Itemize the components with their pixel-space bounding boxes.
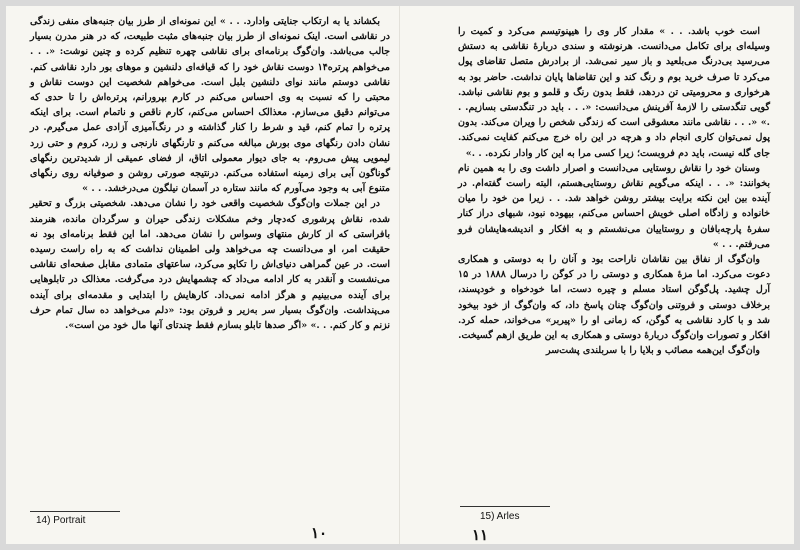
left-page [6,6,400,544]
paragraph: در این جملات وان‌گوگ شخصیت واقعی خود را نشان می‌دهد. شخصیتی بزرگ و تحقیر شده، نقاش پرشوری که‌دچار وخم مشکلات زندگی حیران و سرگردان مانده، هنرمند بافراستی که از کارش منتهای وسواس را نشان می‌دهد. اما این فقط برنامه‌ای بود نه حقیقت امر، او می‌دانست چه می‌خواهد ولی اطمینان نداشت که به راه راست رسیده است. در عین گمراهی دنیای‌اش را تکاپو می‌کرد، ساعتهای متمادی مقابل صفحه‌ای نقاشی می‌نشست و آنقدر به کار ادامه می‌داد که چشمهایش درد می‌گرفت. معذالک در تابلوهایی برای آینده می‌بینیم و هرگز ادامه نمی‌داد. کارهایش را ابتدایی و مقدمه‌ای برای آینده می‌پنداشت. وان‌گوگ بسیار سر به‌زیر و فروتن بود: «دلم می‌خواهد ده سال تمام حرف نزنم و کار کنم. . .» «اگر صدها تابلو بسازم فقط چندتای آنها مال خود من است». [30,198,390,332]
page-number: ۱۱ [472,526,489,544]
right-page [400,6,794,544]
page-number: ۱۰ [311,524,328,542]
paragraph: وان‌گوگ از نفاق بین نقاشان ناراحت بود و آنان را به دوستی و همکاری دعوت می‌کرد. اما مزۀ همکاری و دوستی را در کوگن را درسال ۱۸۸۸ در ۱۵ آرل چشید. پل‌گوگن استاد مسلم و چیره دست، اما خودخواه و خودپسند، برخلاف دوستی و فروتنی وان‌گوگ چنان پاسخ داد، که وان‌گوگ از خود بیخود شد و با کارد نقاشی به گوگن، که زمانی او را «پیربر» می‌خواند، حمله کرد. افکار و تصورات وان‌گوگ دربارۀ دوستی و همکاری به این طریق ازهم گسیخت. [458,254,770,342]
book-spread [6,6,794,544]
paragraph: بکشاند یا به ارتکاب جنایتی وادارد. . . » این نمونه‌ای از طرز بیان جنبه‌های منفی زندگی در نقاشی است. اینک نمونه‌ای از طرز بیان جنبه‌های مثبت طبیعت، که در هنر مدرن بسیار جالب می‌باشد. وان‌گوگ برنامه‌ای برای نقاشی چهره تنظیم کرده و چنین نوشت: «. . . می‌خواهم پرتره۱۴ دوست نقاش خود را که قیافه‌ای دلنشین و موهای بور دارد نقاشی کنم. نقاشی دوستم مانند نوای دلنشین بلبل است. می‌خواهم شخصیت این دوست نقاش و محبتی را که نسبت به وی احساس می‌کنم در کارم بپرورانم، پرتره‌اش را تا حدی که می‌توانم دقیق می‌سازم. معذالک احساس می‌کنم، کارم ناقص و ناتمام است. برای اینکه پرتره را تمام کنم، قید و شرط را کنار گذاشته و در رنگ‌آمیزی آزادی عمل می‌گیرم. در نشان دادن رنگهای موی بورش مبالغه می‌کنم و تارنگهای نارنجی و زرد، کروم و حتی زرد لیمویی پیش می‌روم. به جای دیوار معمولی اتاق، از فضای عمیقی از شدیدترین رنگهای گوناگون آبی برای زمینه استفاده می‌کنم. درنتیجه صورتی روشن و صوفیانه روی رنگهای متنوع آبی به وجود می‌آورم که مانند ستاره در آسمان نیلگون می‌درخشد. . . » [30,16,390,195]
footnote: 14) Portrait [36,515,86,526]
footnote-rule [460,506,550,507]
paragraph: است خوب باشد. . . » مقدار کار وی را هیپنوتیسم می‌کرد و کمیت را وسیله‌ای برای تکامل می‌دانست. هرنوشته و سندی دربارۀ نقاشی به دستش می‌رسید بی‌درنگ می‌بلعید و باز سیر نمی‌شد. از برادرش متصل تقاضای پول می‌کرد تا صرف خرید بوم و رنگ کند و این تقاضاها پایان نداشت. حاضر بود به هرخواری و محرومیتی تن دردهد، فقط بدون رنگ و قلمو و بوم نقاشی نباشد. گویی تنگدستی را لازمۀ آفرینش می‌دانست: «. . . باید در تنگدستی بسازیم. . .» «. . . نقاشی مانند معشوقی است که زندگی شخص را ویران می‌کند. بدون پول نمی‌توان کاری انجام داد و هرچه در این راه خرج می‌کنم کفایت نمی‌کند. جای گله نیست، باید دم فروبست؛ زیرا کسی مرا به این کار وادار نکرده. . .» [458,26,770,159]
footnote: 15) Arles [480,511,520,522]
paragraph: وان‌گوگ این‌همه مصائب و بلایا را با سربلندی پشت‌سر [545,345,760,357]
paragraph: وسنان خود را نقاش روستایی می‌دانست و اصرار داشت وی را به همین نام بخوانند: «. . . اینکه می‌گویم نقاش روستایی‌هستم، البته راست گفته‌ام. در آینده بین این نکته برایت بیشتر روشن خواهد شد. . . زیرا من خود را میان خانواده و زادگاه اصلی خویش احساس می‌کنم، بیهوده نبود، شبهای دراز کنار سفرۀ پارچه‌بافان و روستاییان می‌نشستم و به افکار و اندیشه‌هایشان فرو می‌رفتم. . . » [458,162,770,250]
right-page-body [458,24,770,358]
footnote-rule [30,511,120,512]
left-page-body [30,14,390,333]
